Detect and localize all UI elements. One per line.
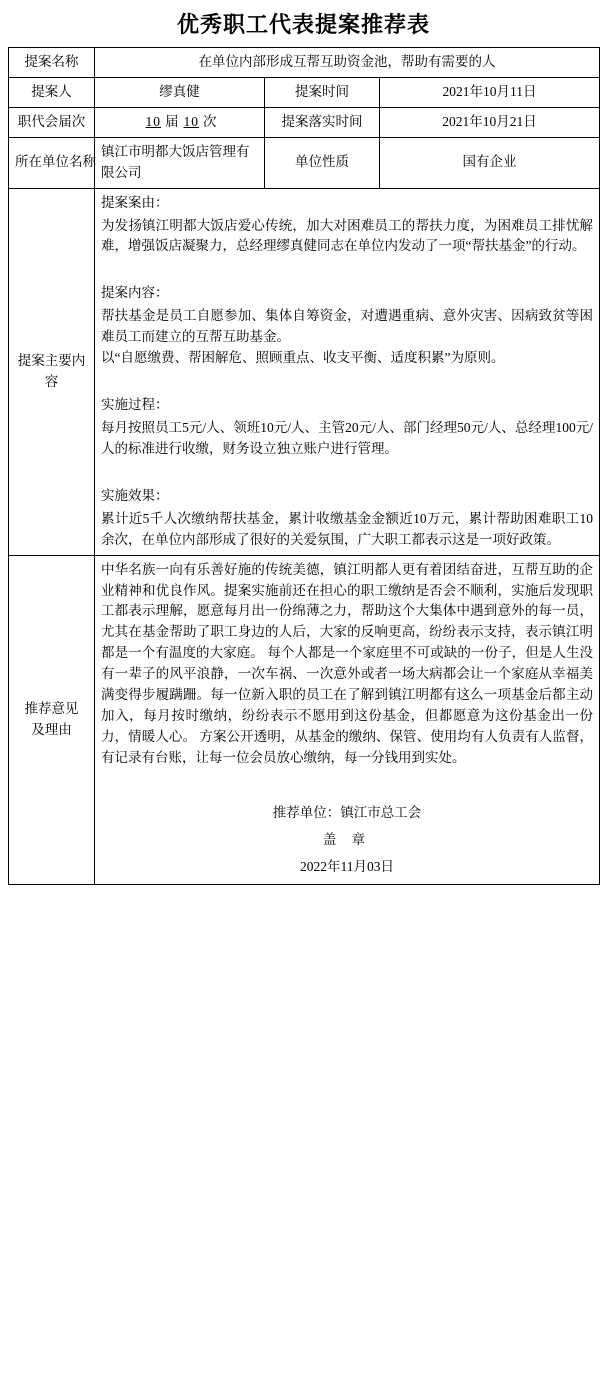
congress-session-end-label: 次 [203, 113, 218, 129]
table-row [9, 77, 600, 107]
effect-text: 累计近5千人次缴纳帮扶基金，累计收缴基金金额近10万元，累计帮助困难职工10余次，在单位内部形成了很好的关爱氛围，广大职工都表示这是一项好政策。 [101, 510, 594, 547]
proposal-name-label: 提案名称 [9, 48, 95, 78]
table-row [9, 107, 600, 137]
content-text-1: 帮扶基金是员工自愿参加、集体自筹资金，对遭遇重病、意外灾害、因病致贫等困难员工而建立的互帮互助基金。 [101, 308, 594, 345]
unit-type-value: 国有企业 [380, 137, 600, 188]
spacer [101, 257, 593, 283]
seal-label: 盖 章 [322, 831, 372, 847]
unit-name-value: 镇江市明都大饭店管理有限公司 [95, 137, 265, 188]
recommendation-label-line2: 及理由 [31, 721, 72, 737]
congress-session-mid-label: 届 [165, 113, 180, 129]
congress-session-value [95, 107, 265, 137]
signature-unit: 推荐单位：镇江市总工会 [272, 804, 422, 820]
main-content-label: 提案主要内容 [9, 188, 95, 555]
proposal-time-label: 提案时间 [265, 77, 380, 107]
proposer-label: 提案人 [9, 77, 95, 107]
unit-name-label: 所在单位名称 [9, 137, 95, 188]
recommendation-label-line1: 推荐意见 [24, 701, 79, 717]
proposer-value: 缪真健 [95, 77, 265, 107]
table-row [9, 48, 600, 78]
table-row-main-content [9, 188, 600, 555]
reason-text: 为发扬镇江明都大饭店爱心传统，加大对困难员工的帮扶力度，为困难员工排忧解难，增强饭店凝聚力，总经理缪真健同志在单位内发动了一项“帮扶基金”的行动。 [101, 217, 594, 254]
spacer [101, 369, 593, 395]
process-heading: 实施过程： [101, 397, 169, 413]
recommendation-label [9, 555, 95, 884]
content-text-2: 以“自愿缴费、帮困解危、照顾重点、收支平衡、适度积累”为原则。 [101, 350, 505, 366]
proposal-time-value: 2021年10月11日 [380, 77, 600, 107]
spacer [101, 460, 593, 486]
congress-session-label: 职代会届次 [9, 107, 95, 137]
recommendation-text: 中华名族一向有乐善好施的传统美德，镇江明都人更有着团结奋进，互帮互助的企业精神和优良作风。提案实施前还在担心的职工缴纳是否会不顺利，实施后发现职工都表示理解，愿意每月出一份绵薄之力，帮助这个大集体中遇到意外的每一员，尤其在基金帮助了职工身边的人后，大家的反响更高，纷纷表示支持，表示镇江明都是一个有温度的大家庭。 每个人都是一个家庭里不可或缺的一份子，但是人生没有一辈子的风平浪静，一次车祸、一次意外或者一场大病都会让一个家庭从幸福美满变得步履蹒跚。每一位新入职的员工在了解到镇江明都有这么一项基金后都主动加入，每月按时缴纳，纷纷表示不愿用到这份基金，但都愿意为这份基金出一份力，情暖人心。 方案公开透明，从基金的缴纳、保管、使用均有人负责有人监督，有记录有台账，让每一位会员放心缴纳，每一分钱用到实处。 [101, 561, 594, 765]
process-text: 每月按照员工5元/人、领班10元/人、主管20元/人、部门经理50元/人、总经理100元/人的标准进行收缴，财务设立独立账户进行管理。 [101, 419, 594, 456]
settle-time-value: 2021年10月21日 [380, 107, 600, 137]
signature-date: 2022年11月03日 [300, 858, 394, 874]
proposal-name-value: 在单位内部形成互帮互助资金池，帮助有需要的人 [95, 48, 600, 78]
main-content-cell [95, 188, 600, 555]
reason-heading: 提案案由： [101, 194, 169, 210]
table-row [9, 137, 600, 188]
table-row-recommendation [9, 555, 600, 884]
unit-type-label: 单位性质 [265, 137, 380, 188]
effect-heading: 实施效果： [101, 487, 169, 503]
congress-session-count: 10 [183, 113, 199, 129]
recommendation-cell [95, 555, 600, 884]
congress-session-number: 10 [145, 113, 161, 129]
signature-block [101, 799, 593, 880]
settle-time-label: 提案落实时间 [265, 107, 380, 137]
page-title: 优秀职工代表提案推荐表 [176, 12, 430, 37]
content-heading: 提案内容： [101, 285, 169, 301]
proposal-form-table [8, 47, 600, 885]
